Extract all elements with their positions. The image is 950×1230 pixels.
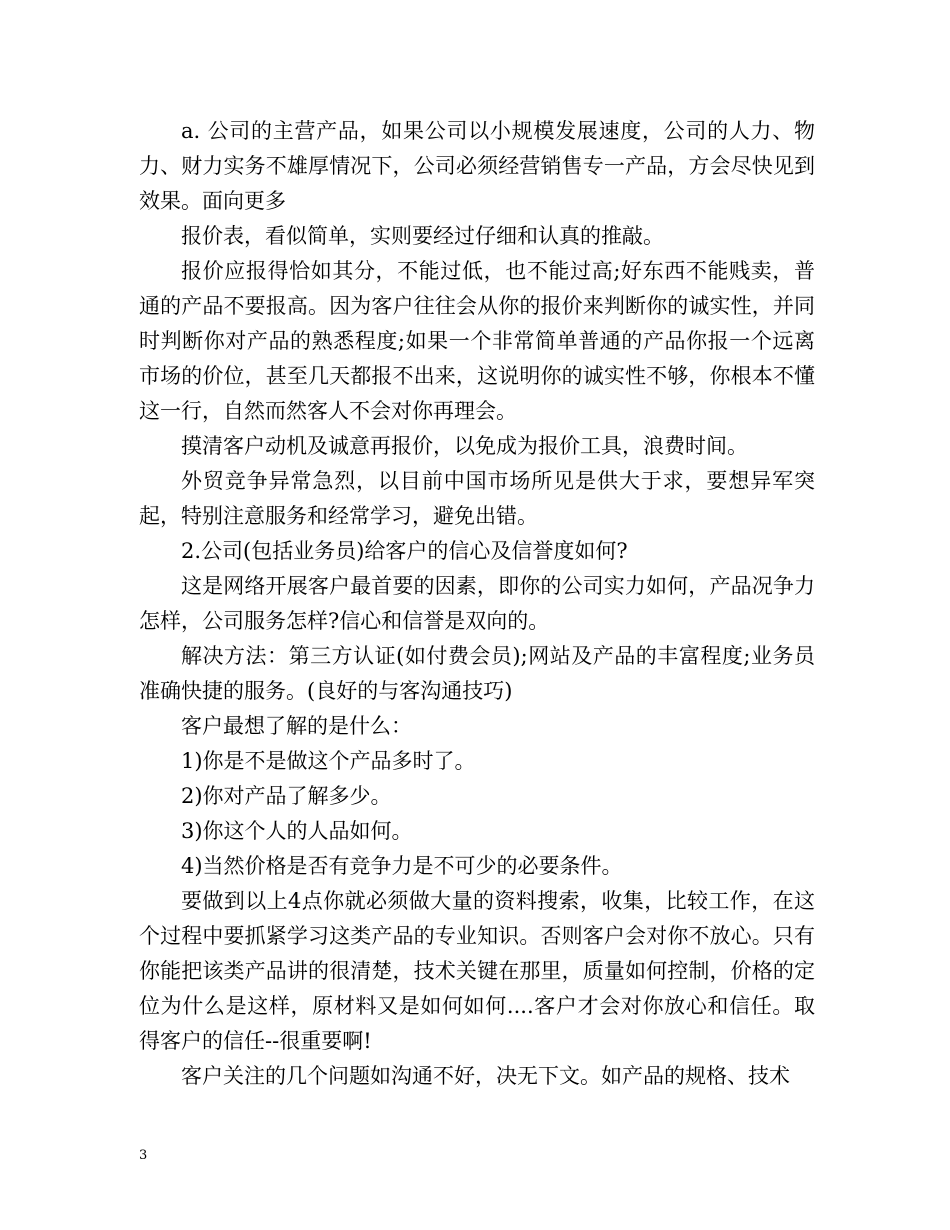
paragraph-competition: 外贸竞争异常急烈，以目前中国市场所见是供大于求，要想异军突起，特别注意服务和经常学习，避免出错。: [139, 469, 815, 528]
body-text: [139, 114, 815, 1094]
list-item-4: 4)当然价格是否有竞争力是不可少的必要条件。: [181, 854, 623, 878]
paragraph-quote-pricing: 报价应报得恰如其分，不能过低，也不能过高;好东西不能贱卖，普通的产品不要报高。因为客户往往会从你的报价来判断你的诚实性，并同时判断你对产品的熟悉程度;如果一个非常简单普通的产品你报一个远离市场的价位，甚至几天都报不出来，这说明你的诚实性不够，你根本不懂这一行，自然而然客人不会对你再理会。: [139, 259, 815, 423]
paragraph-solution: 解决方法：第三方认证(如付费会员);网站及产品的丰富程度;业务员准确快捷的服务。(良好的与客沟通技巧): [139, 644, 815, 703]
paragraph-customer-wants: 客户最想了解的是什么：: [181, 714, 412, 738]
list-item-1: 1)你是不是做这个产品多时了。: [181, 749, 476, 773]
paragraph-four-points: 要做到以上4点你就必须做大量的资料搜索，收集，比较工作，在这个过程中要抓紧学习这类产品的专业知识。否则客户会对你不放心。只有你能把该类产品讲的很清楚，技术关键在那里，质量如何控制，价格的定位为什么是这样，原材料又是如何如何....客户才会对你放心和信任。取得客户的信任--很重要啊!: [139, 889, 815, 1053]
paragraph-main-product: a. 公司的主营产品，如果公司以小规模发展速度，公司的人力、物力、财力实务不雄厚情况下，公司必须经营销售专一产品，方会尽快见到效果。面向更多: [139, 119, 815, 213]
list-item-2: 2)你对产品了解多少。: [181, 784, 392, 808]
page-number: 3: [139, 1148, 148, 1163]
paragraph-customer-motive: 摸清客户动机及诚意再报价，以免成为报价工具，浪费时间。: [181, 434, 748, 458]
paragraph-key-factor: 这是网络开展客户最首要的因素，即你的公司实力如何，产品况争力怎样，公司服务怎样?信心和信誉是双向的。: [139, 574, 815, 633]
paragraph-section-heading: 2.公司(包括业务员)给客户的信心及信誉度如何?: [181, 539, 628, 563]
paragraph-quote-sheet: 报价表，看似简单，实则要经过仔细和认真的推敲。: [181, 224, 664, 248]
list-item-3: 3)你这个人的人品如何。: [181, 819, 413, 843]
paragraph-customer-concerns: 客户关注的几个问题如沟通不好，决无下文。如产品的规格、技术: [181, 1064, 790, 1088]
